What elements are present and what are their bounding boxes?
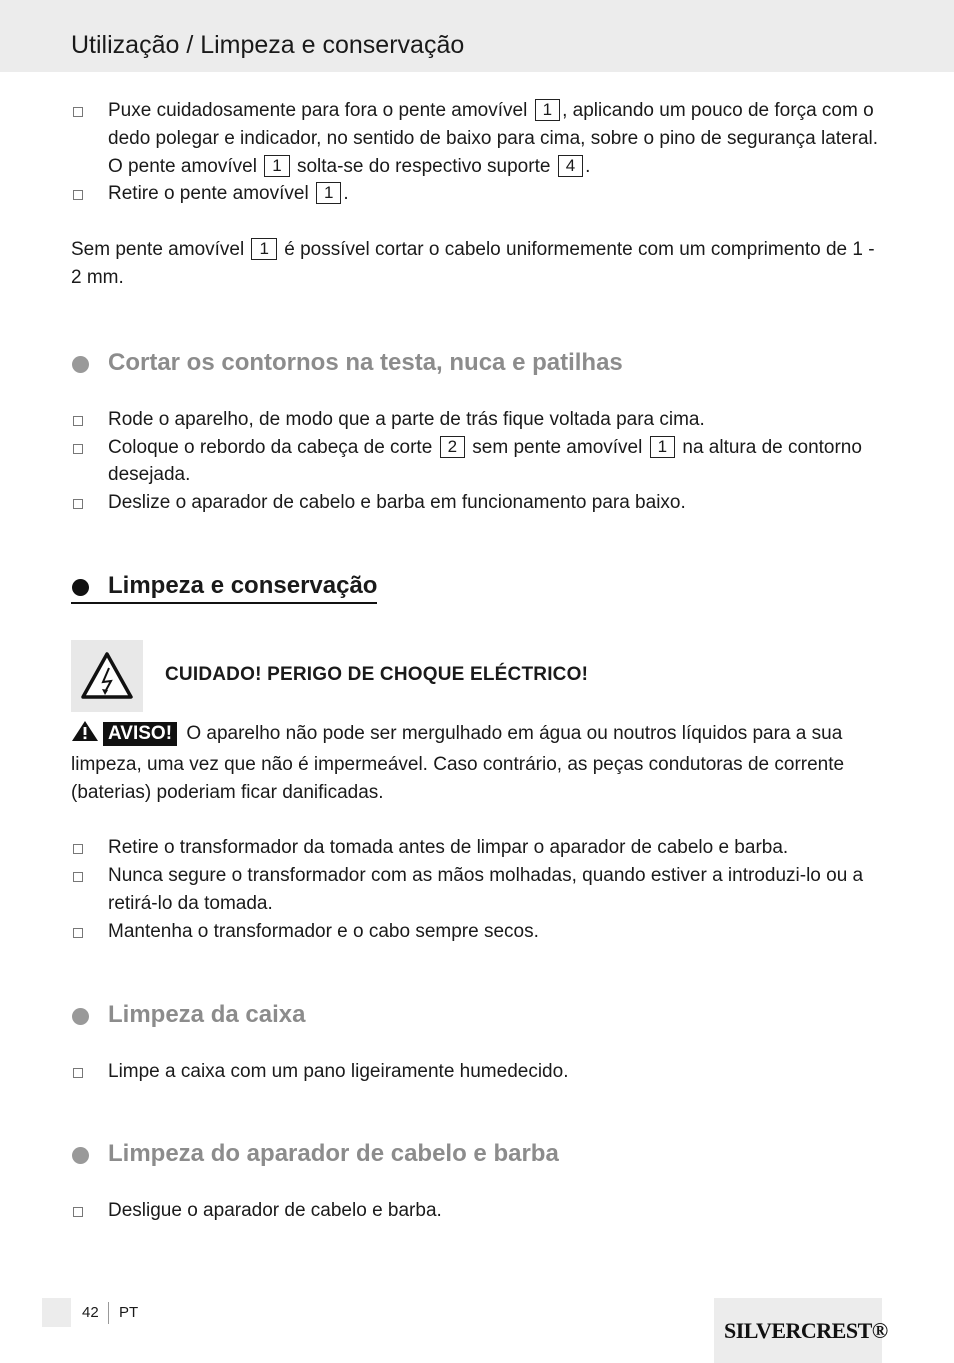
electric-shock-warning-icon [71, 640, 143, 712]
footer-marker [42, 1298, 71, 1327]
content [71, 97, 886, 1225]
section-heading-limpeza [71, 571, 377, 604]
bullet-dot-icon [72, 1008, 89, 1025]
list-item [71, 97, 886, 180]
aparador-bullet-list [71, 1197, 886, 1225]
warning-title: CUIDADO! PERIGO DE CHOQUE ELÉCTRICO! [165, 663, 589, 685]
text-run: . [585, 155, 591, 177]
text-run: Rode o aparelho, de modo que a parte de trás fique voltada para cima. [108, 408, 705, 430]
list-item [71, 1058, 886, 1086]
list-item [71, 180, 886, 208]
brand-logo-text: SILVERCREST® [724, 1318, 888, 1343]
bullet-dot-icon [72, 1147, 89, 1164]
text-run: Puxe cuidadosamente para fora o pente amovível [108, 100, 533, 121]
text-run: Retire o transformador da tomada antes de limpar o aparador de cabelo e barba. [108, 837, 789, 859]
text-run: , aplicando um pouco de força com o dedo polegar e indicador, no sentido de baixo para cima, sobre o pino de segurança lateral. O pente amovível [108, 100, 879, 177]
intro-bullet-list [71, 97, 886, 208]
page-number: 42 [82, 1304, 99, 1321]
part-reference-number: 2 [440, 436, 465, 458]
list-item [71, 1197, 886, 1225]
aviso-paragraph [71, 720, 886, 806]
checkbox-bullet-icon [73, 1068, 83, 1078]
list-item [71, 406, 886, 434]
section-title: Cortar os contornos na testa, nuca e patilhas [108, 348, 623, 376]
checkbox-bullet-icon [73, 1207, 83, 1217]
text-run: é possível cortar o cabelo uniformemente com um comprimento de 1 - 2 mm. [71, 239, 875, 288]
intro-paragraph [71, 236, 886, 292]
aviso-badge: AVISO! [103, 722, 177, 746]
text-run: Sem pente amovível [71, 239, 250, 261]
section-heading-contornos [71, 348, 886, 378]
part-reference-number: 1 [264, 155, 289, 177]
section-heading-aparador [71, 1139, 886, 1169]
bullet-dot-icon [72, 579, 89, 596]
checkbox-bullet-icon [73, 190, 83, 200]
text-run: Nunca segure o transformador com as mãos molhadas, quando estiver a introduzi-lo ou a retirá-lo da tomada. [108, 865, 864, 914]
warning-triangle-icon [71, 720, 99, 751]
list-item [71, 918, 886, 946]
part-reference-number: 1 [316, 182, 341, 204]
part-reference-number: 1 [650, 436, 675, 458]
checkbox-bullet-icon [73, 844, 83, 854]
contornos-bullet-list [71, 406, 886, 517]
limpeza-bullet-list [71, 834, 886, 945]
checkbox-bullet-icon [73, 872, 83, 882]
checkbox-bullet-icon [73, 444, 83, 454]
aviso-text: O aparelho não pode ser mergulhado em água ou noutros líquidos para a sua limpeza, uma vez que não é impermeável. Caso contrário, as peças condutoras de corrente (baterias) poderiam ficar danificadas. [71, 722, 845, 803]
text-run: na altura de contorno desejada. [108, 436, 862, 486]
text-run: sem pente amovível [467, 436, 648, 458]
text-run: . [343, 183, 349, 205]
page-title: Utilização / Limpeza e conservação [71, 31, 465, 59]
checkbox-bullet-icon [73, 416, 83, 426]
checkbox-bullet-icon [73, 499, 83, 509]
list-item [71, 862, 886, 918]
list-item [71, 434, 886, 490]
footer-divider [108, 1302, 109, 1324]
part-reference-number: 4 [558, 155, 583, 177]
bullet-dot-icon [72, 356, 89, 373]
text-run: Coloque o rebordo da cabeça de corte [108, 436, 438, 458]
caixa-bullet-list [71, 1058, 886, 1086]
checkbox-bullet-icon [73, 928, 83, 938]
text-run: Desligue o aparador de cabelo e barba. [108, 1200, 442, 1222]
checkbox-bullet-icon [73, 107, 83, 117]
brand-logo [714, 1298, 888, 1363]
text-run: Mantenha o transformador e o cabo sempre secos. [108, 920, 539, 942]
list-item [71, 834, 886, 862]
text-run: Limpe a caixa com um pano ligeiramente humedecido. [108, 1060, 569, 1082]
part-reference-number: 1 [535, 99, 560, 121]
language-code: PT [119, 1304, 139, 1321]
electric-warning-box [71, 640, 886, 712]
section-title: Limpeza da caixa [108, 1000, 306, 1028]
text-run: Deslize o aparador de cabelo e barba em funcionamento para baixo. [108, 492, 686, 514]
part-reference-number: 1 [251, 238, 276, 260]
section-title: Limpeza e conservação [108, 571, 378, 599]
section-title: Limpeza do aparador de cabelo e barba [108, 1140, 559, 1168]
text-run: Retire o pente amovível [108, 183, 314, 205]
section-heading-caixa [71, 1000, 886, 1030]
text-run: solta-se do respectivo suporte [291, 155, 556, 177]
list-item [71, 489, 886, 517]
